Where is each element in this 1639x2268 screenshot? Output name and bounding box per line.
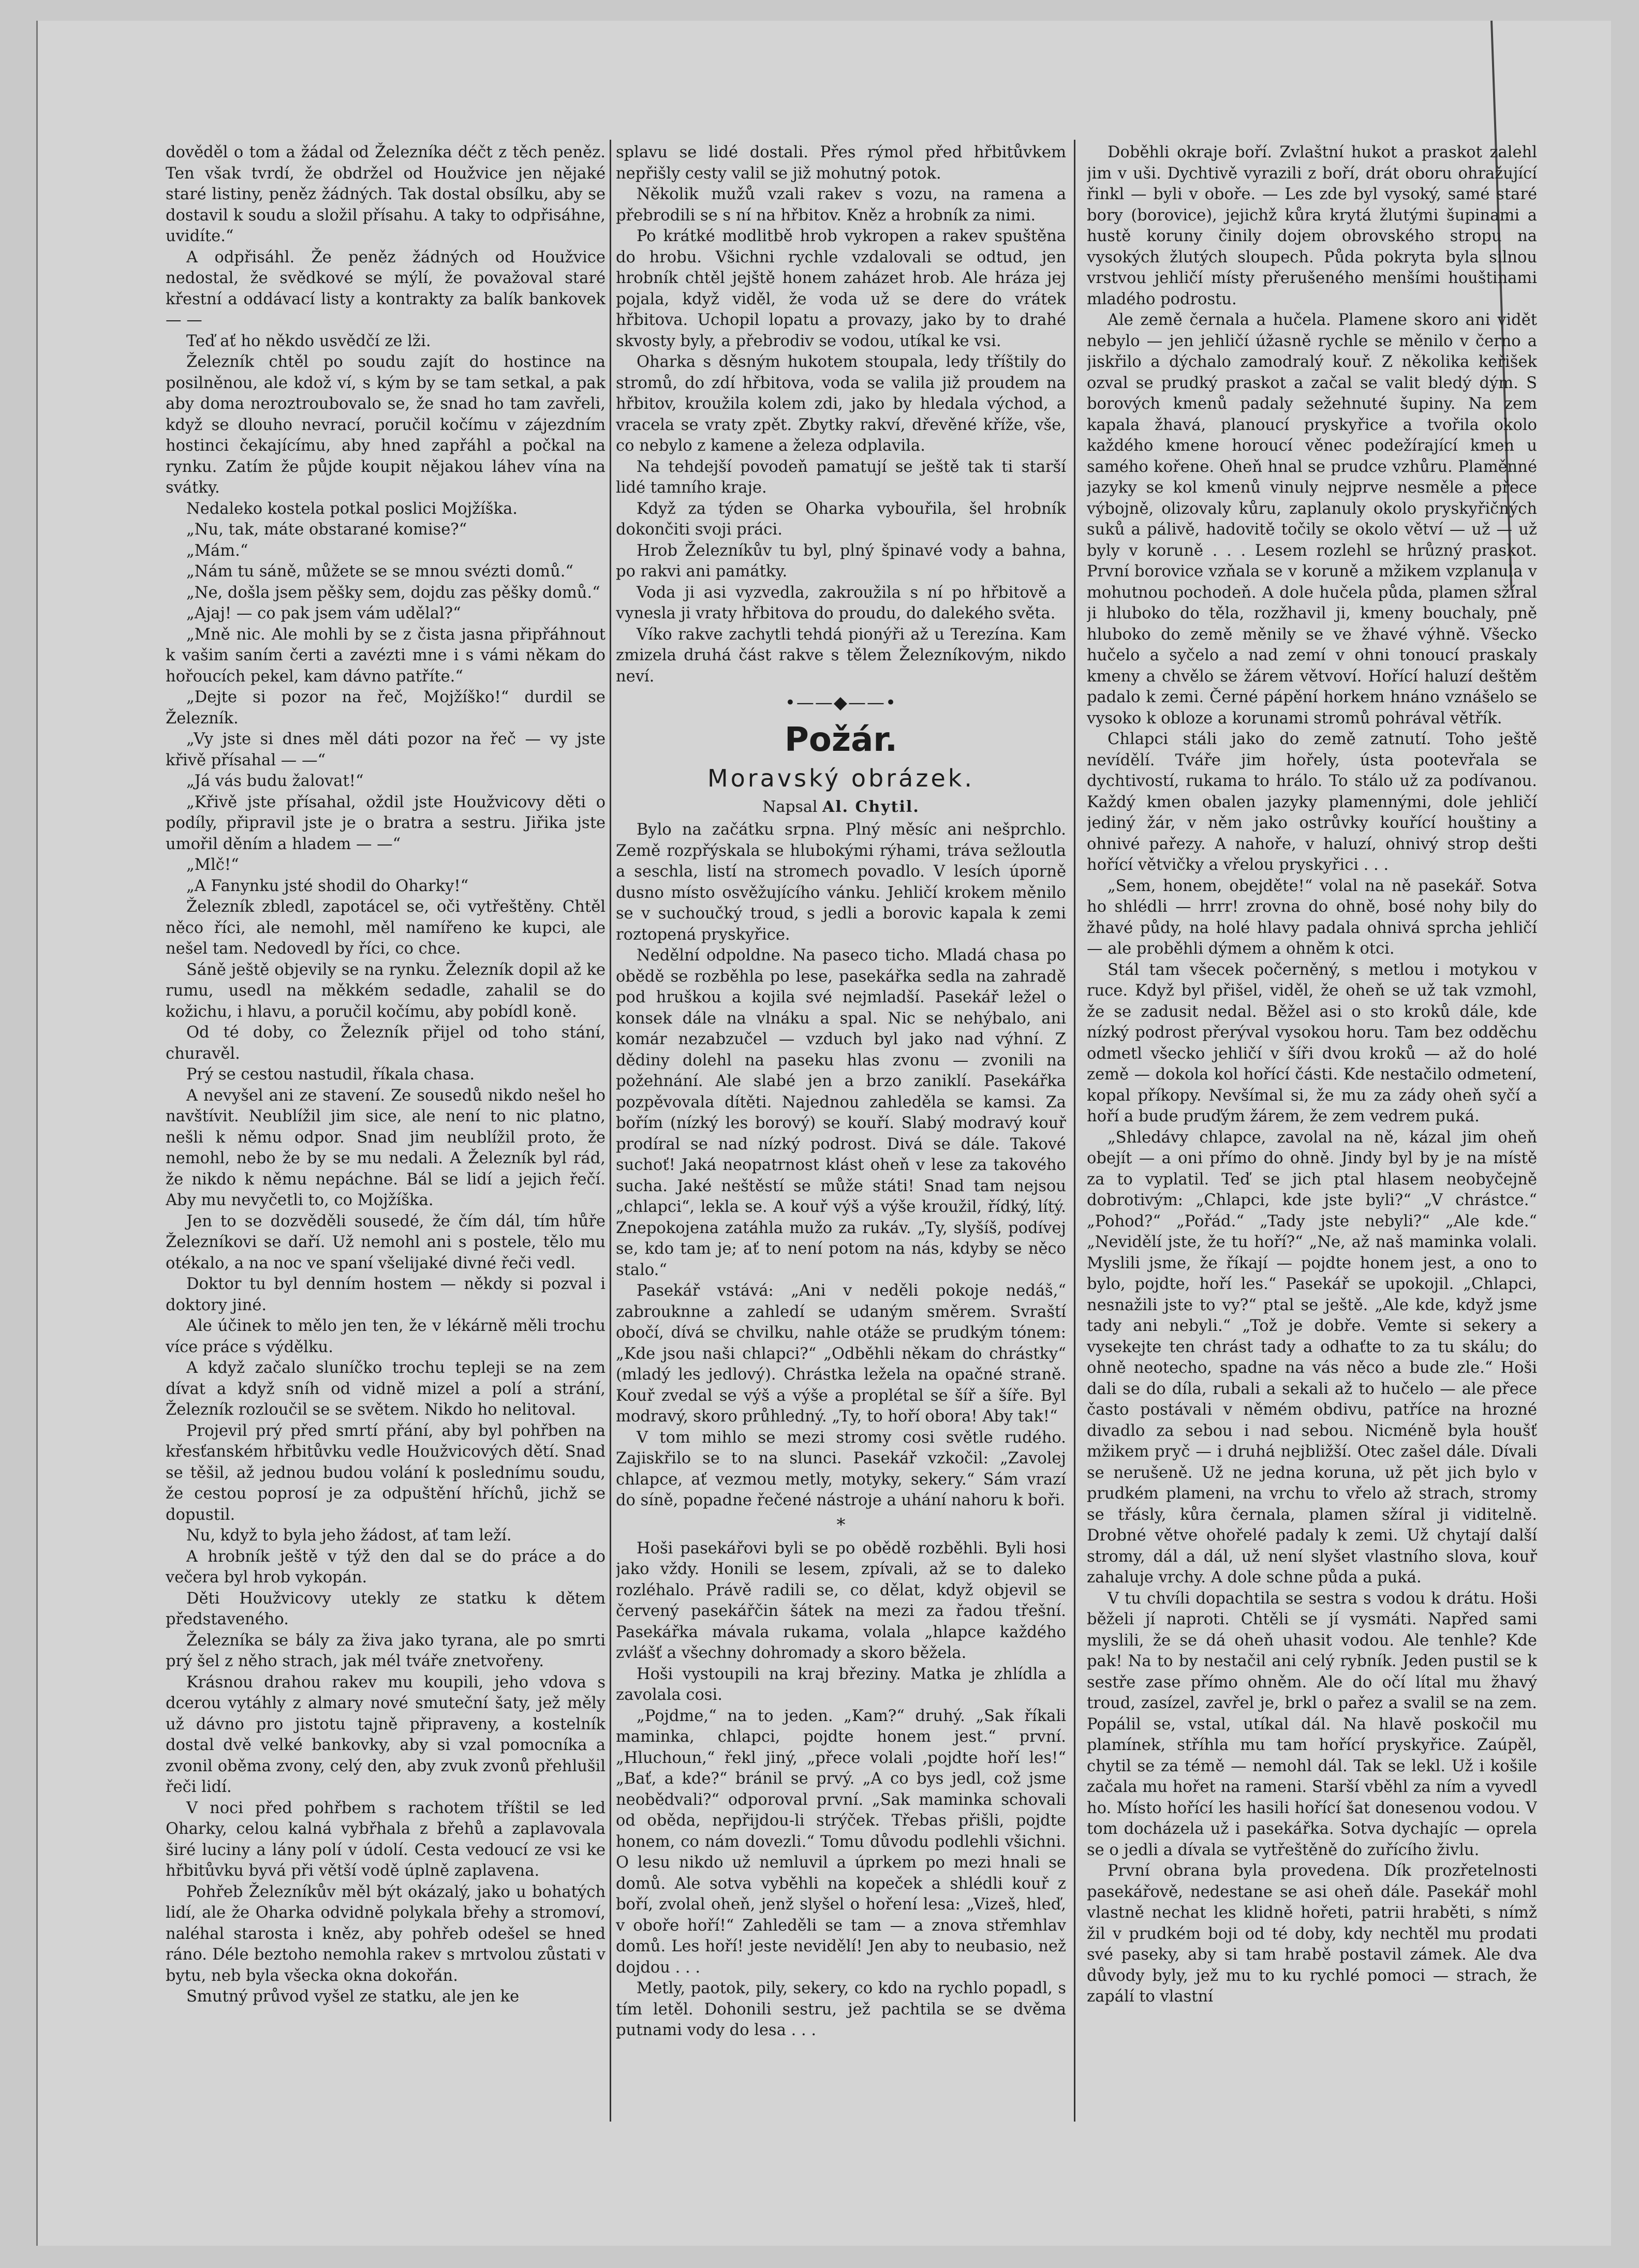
- column-left: [166, 142, 606, 2008]
- paragraph: Nedělní odpoldne. Na paseco ticho. Mladá chasa po obědě se rozběhla po lese, pasekářka sedla na zahradě pod hruškou a kojila své nejmladší. Pasekář ležel o konsek dále na vlnáku a spal. Nic se nehýbalo, ani komár nezabzučel — vzduch byl jako nad výhní. Z dědiny dolehl na paseku hlas zvonu — zvonili na požehnání. Ale slabé jen a brzo zaniklí. Pasekářka pozpěvovala dítěti. Najednou zahleděla se kamsi. Za bořím (nízký les borový) se kouří. Slabý modravý kouř prodíral se nad nízký podrost. Divá se dále. Takové suchoť! Jaká neopatrnost klást oheň v lese za takového sucha. Jaké neštěstí se může státi! Snad tam nejsou „chlapci“, lekla se. A kouř výš a výše kroužil, řídký, lítý. Znepokojena zatáhla mužo za rukáv. „Ty, slyšíš, podívej se, kdo tam je; ať to není potom na nás, kdyby se něco stalo.“: [616, 946, 1066, 1279]
- story-title: Požár.: [784, 721, 898, 759]
- paragraph: „Sem, honem, obejděte!“ volal na ně pasekář. Sotva ho shlédli — hrrr! zrovna do ohně, bosé nohy bily do žhavé půdy, na holé hlavy padala ohnivá sprcha jehličí — ale proběhli dýmem a ohněm k otci.: [1087, 877, 1537, 958]
- paragraph: „Ne, došla jsem pěšky sem, dojdu zas pěšky domů.“: [186, 583, 600, 602]
- paragraph: Doktor tu byl denním hostem — někdy si pozval i doktory jiné.: [166, 1275, 606, 1314]
- paragraph: Pasekář vstává: „Ani v neděli pokoje nedáš,“ zabrouknne a zahledí se udaným směrem. Svraští obočí, dívá se chvilku, nahle otáže se prudkým tónem: „Kde jsou naši chlapci?“ „Odběhli někam do chrástky“ (mladý les jedlový). Chrástka ležela na opačné straně. Kouř zvedal se výš a výše a proplétal se šíř a šíře. Byl modravý, skoro průhledný. „Ty, to hoří obora! Aby tak!“: [616, 1282, 1066, 1426]
- paragraph: Doběhli okraje boří. Zvlaštní hukot a praskot zalehl jim v uši. Dychtivě vyrazili z boří, drát oboru ohražující řinkl — byli v oboře. — Les zde byl vysoký, samé staré bory (borovice), jejichž kůra krytá žlutými šupinami a hustě koruny činily dojem obrovského stropu na vysokých žlutých sloupech. Půda pokryta byla silnou vrstvou jehličí místy přerušeného menšími houštinami mladého podrostu.: [1087, 143, 1537, 308]
- paragraph: Železník zbledl, zapotácel se, oči vytřeštěny. Chtěl něco říci, ale nemohl, měl namířeno ke kupci, ale nešel tam. Nedovedl by říci, co chce.: [166, 898, 606, 958]
- paragraph: Metly, paotok, pily, sekery, co kdo na rychlo popadl, s tím letěl. Dohonili sestru, jež pachtila se se dvěma putnami vody do lesa . . .: [616, 1979, 1066, 2039]
- paragraph: Železník chtěl po soudu zajít do hostince na posilněnou, ale kdož ví, s kým by se tam setkal, a pak aby doma neroztroubovalo se, že snad ho tam zavřeli, když se dlouho nevrací, poručil kočímu v zájezdním hostinci čekajícímu, aby hned zapřáhl a počkal na rynku. Zatím že půjde koupit nějakou láhev vína na svátky.: [166, 353, 606, 497]
- paragraph: „Shledávy chlapce, zavolal na ně, kázal jim oheň obejít — a oni přímo do ohně. Jindy byl by je na místě za to vyplatil. Teď se jich ptal hlasem neobyčejně dobrotivým: „Chlapci, kde jste byli?“ „V chrástce.“ „Pohod?“ „Pořád.“ „Tady jste nebyli?“ „Ale kde.“ „Nevidělí jste, že tu hoří?“ „Ne, až naš maminka volali. Myslili jsme, že říkají — pojdte honem jest, a ono to bylo, pojdte, hoří les.“ Pasekář se upokojil. „Chlapci, nesnažili jste to vy?“ ptal se ještě. „Ale kde, když jsme tady ani nebyli.“ „Tož je dobře. Vemte si sekery a vysekejte ten chrást tady a odhaťte to za tu skálu; do ohně neotecho, spadne na vás něco a bude zle.“ Hoši dali se do díla, rubali a sekali až to hučelo — ale přece často postávali v němém obdivu, patříce na hrozné divadlo za sebou i nad sebou. Nicméně byla houšť mžikem pryč — i druhá nejbližší. Otec zašel dále. Dívali se nerušeně. Už ne jedna koruna, už pět jich bylo v prudkém plameni, na vrchu to vřelo až strach, stromy se třásly, kůra černala, plamen sžíral ji viditelně. Drobné větve ohořelé padaly k zemi. Už chytají další stromy, dál a dál, už není slyšet vlastního slova, kouř zahaluje vrchy. A dole schne půda a puká.: [1087, 1128, 1537, 1587]
- paragraph: Na tehdejší povodeň pamatují se ještě tak ti starší lidé tamního kraje.: [616, 457, 1066, 497]
- paragraph: Hrob Železníkův tu byl, plný špinavé vody a bahna, po rakvi ani památky.: [616, 541, 1066, 581]
- paragraph: Ale účinek to mělo jen ten, že v lékárně měli trochu více práce s výdělku.: [166, 1317, 606, 1356]
- paragraph: Sáně ještě objevily se na rynku. Železník dopil až ke rumu, usedl na měkkém sedadle, zahalil se do kožichu, i hlavu, a poručil kočímu, aby pobídl koně.: [166, 960, 606, 1021]
- section-ornament: •——◆——•: [785, 692, 897, 713]
- paragraph: dověděl o tom a žádal od Železníka déčt z těch peněz. Ten však tvrdí, že obdržel od Houžvice jen nějaké staré listiny, peněz žádných. Tak dostal obsílku, aby se dostavil k soudu a složil přísahu. A taky to odpřisáhne, uvidíte.“: [166, 143, 606, 245]
- paragraph: Teď ať ho někdo usvědčí ze lži.: [186, 332, 431, 350]
- paragraph: Po krátké modlitbě hrob vykropen a rakev spuštěna do hrobu. Všichni rychle vzdalovali se odtud, jen hrobník chtěl jejště honem zaházet hrob. Ale hráza jej pojala, když viděl, že voda už se dere do vrátek hřbitova. Uchopil lopatu a provazy, jako by to drahé skvosty byly, a přebrodiv se vodou, utíkal ke vsi.: [616, 227, 1066, 350]
- paragraph: „Ajaj! — co pak jsem vám udělal?“: [186, 604, 461, 622]
- paragraph: „Vy jste si dnes měl dáti pozor na řeč — vy jste křivě přísahal — —“: [166, 730, 606, 769]
- story-continuation: [616, 142, 1066, 687]
- paragraph: První obrana byla provedena. Dík prozřetelnosti pasekářově, nedestane se asi oheň dále. Pasekář mohl vlastně nechat les klidně hořeti, patrii hraběti, s nímž žil v prudkém boji od té doby, kdy nechtěl mu prodati své paseky, aby si tam hrabě postavil zámek. Ale dva důvody byly, jež mu to ku rychlé pomoci — strach, že zapálí to vlastní: [1087, 1862, 1537, 2006]
- paragraph: „A Fanynku jsté shodil do Oharky!“: [186, 877, 469, 895]
- story-subtitle: Moravský obrázek.: [707, 764, 975, 792]
- paragraph: V tom mihlo se mezi stromy cosi světle rudého. Zajiskřilo se to na slunci. Pasekář vzkočil: „Zavolej chlapce, ať vezmou metly, motyky, sekery.“ Sám vrazí do síně, popadne řečené nástroje a uhání nahoru k boři.: [616, 1428, 1066, 1509]
- paragraph: Stál tam všecek počerněný, s metlou i motykou v ruce. Když byl přišel, viděl, že oheň se už tak vzmohl, že se zadusit nedal. Běžel asi o sto kroků dále, kde nízký podrost přerýval vysokou horu. Tam bez odděchu odmetl všecko jehličí v šíři dvou kroků — až do holé země — dokola kol hořící části. Kde nestačilo odmetení, kopal příkopy. Nevšímal si, že mu za zády oheň syčí a hoří a bude pruďým žárem, že zem vedrem puká.: [1087, 960, 1537, 1125]
- paragraph: A odpřisáhl. Že peněz žádných od Houžvice nedostal, že svědkové se mýlí, že považoval staré křestní a oddávací listy a kontrakty za balík bankovek — —: [166, 248, 606, 329]
- paragraph: V noci před pohřbem s rachotem tříštil se led Oharky, celou kalná vybřhala z břehů a zaplavovala širé luciny a lány polí v údolí. Cesta vedoucí ze vsi ke hřbitůvku byvá při větší vodě úplně zaplavena.: [166, 1799, 606, 1880]
- byline-author: Al. Chytil.: [822, 798, 920, 816]
- paragraph: Když za týden se Oharka vybouřila, šel hrobník dokončiti svoji práci.: [616, 499, 1066, 539]
- paragraph: Jen to se dozvěděli sousedé, že čím dál, tím hůře Železníkovi se daří. Už nemohl ani s postele, tělo mu otékalo, a na noc ve spaní všelijaké divné řeči vedl.: [166, 1212, 606, 1272]
- paragraph: „Nu, tak, máte obstarané komise?“: [186, 521, 467, 539]
- paragraph: „Nám tu sáně, můžete se se mnou svézti domů.“: [186, 562, 573, 581]
- paragraph: Krásnou drahou rakev mu koupili, jeho vdova s dcerou vytáhly z almary nové smuteční šaty, jež měly už dávno pro jistotu tajně připraveny, a kostelník dostal dvě velké bankovky, aby si vzal pomocníka a zvonil oběma zvony, celý den, aby zvuk zvonů přehlušil řeči lidí.: [166, 1673, 606, 1796]
- section-break-star: *: [836, 1514, 846, 1535]
- paragraph: „Mně nic. Ale mohli by se z čista jasna připřáhnout k vašim saním čerti a zavézti mne i s vámi někam do hořoucích pekel, kam dávno patříte.“: [166, 625, 606, 686]
- paragraph: Děti Houžvicovy utekly ze statku k dětem představeného.: [166, 1589, 606, 1628]
- paragraph: „Pojdme,“ na to jeden. „Kam?“ druhý. „Sak říkali maminka, chlapci, pojdte honem jest.“ první. „Hluchoun,“ řekl jiný, „přece volali ,pojdte hoří les!“ „Bať, a kde?“ bránil se prvý. „A co bys jedl, což jsme neobědvali?“ odporoval první. „Sak maminka schovali od oběda, nepřijdou-li strýček. Třebas přišli, pojdte honem, co nám dovezli.“ Tomu důvodu podlehli všichni. O lesu nikdo už nemluvil a úprkem po mezi hnali se domů. Ale sotva vyběhli na kopeček a shlédli kouř z boří, zvolal oheň, jenž slyšel o hoření lesa: „Vizeš, hleď, v oboře hoří!“ Zahleděli se tam — a znova střemhlav domů. Les hoří! jeste nevidělí! Jen aby to neubasio, než dojdou . . .: [616, 1707, 1066, 1977]
- paragraph: Bylo na začátku srpna. Plný měsíc ani nešprchlo. Země rozpřýskala se hlubokými rýhami, tráva sežloutla a seschla, listí na stromech povadlo. V lesích úporně dusno místo osvěžujícího vánku. Jehličí krokem měnilo se v suchoučký troud, s jedli a borovic kapala k zemi roztopená pryskyřice.: [616, 821, 1066, 944]
- paragraph: Smutný průvod vyšel ze statku, ale jen ke: [186, 1988, 520, 2006]
- paragraph: Víko rakve zachytli tehdá pionýři až u Terezína. Kam zmizela druhá část rakve s tělem Železníkovým, nikdo neví.: [616, 625, 1066, 686]
- paragraph: Chlapci stáli jako do země zatnutí. Toho ještě nevídělí. Tváře jim hořely, ústa pootevřala se dychtivostí, rukama to hrálo. To stálo už za podívanou. Každý kmen obalen jazyky plamennými, dole jehličí jediný žár, v něm jako ostrůvky kouřící houštiny a ohnivé pařezy. A nahoře, v haluzí, ohnivý strop dešti hořící větvičky a vřelou pryskyřici . . .: [1087, 730, 1537, 874]
- byline-prefix: Napsal: [762, 798, 818, 816]
- paragraph: Pohřeb Železníkův měl být okázalý, jako u bohatých lidí, ale že Oharka odvidně polykala břehy a stromoví, naléhal starosta i kněz, aby pohřeb odešel se hned ráno. Déle beztoho nemohla rakev s mrtvolou zůstati v bytu, neb byla všecka okna dokořán.: [166, 1882, 606, 1985]
- paragraph: A nevyšel ani ze stavení. Ze sousedů nikdo nešel ho navštívit. Neublížil jim sice, ale není to nic platno, nešli k němu odpor. Snad jim neublížil proto, že nemohl, nebo že by se mu nedali. A Železník byl rád, že nikdo k němu nepáchne. Bál se lidí a jejich řečí. Aby mu nevyčetli to, co Mojžíška.: [166, 1086, 606, 1209]
- column-rule-right: [1074, 140, 1075, 2122]
- column-right: [1087, 142, 1537, 2008]
- paragraph: A když začalo sluníčko trochu tepleji se na zem dívat a když sníh od vidně mizel a polí a strání, Železník rozloučil se se světem. Nikdo ho nelitoval.: [166, 1359, 606, 1419]
- paragraph: Ale země černala a hučela. Plamene skoro ani vidět nebylo — jen jehličí úžasně rychle se měnilo v černo a jiskřilo a dýchalo zamodralý kouř. Z několika keřišek ozval se prudký praskot a začal se valit bledý dým. S borových kmenů padaly sežehnuté šupiny. Na zem kapala žhavá, planoucí pryskyřice a tvořila okolo každého kmene horoucí věnec podežírající kmen u samého kořene. Oheň hnal se prudce vzhůru. Plaměnné jazyky se kol kmenů vinuly nejprve nesměle a přece výbojně, olizovaly kůru, zaplanuly okolo pryskyřičných suků a pálivě, hadovitě točily se okolo větví — už — už byly v koruně . . . Lesem rozlehl se hrůzný praskot. První borovice vzňala se v koruně a mžikem vzplanula v mohutnou pochodeň. A dole hučela půda, plamen sžíral ji hluboko do těla, rozžhavil ji, kmeny bouchaly, pně hluboko do země měnily se ve žhavé výhně. Všecko hučelo a syčelo a nad zemí v ohni tonoucí praskaly kmeny a chvělo se žárem větvoví. Hořící haluzí deštěm padalo k zemi. Černé pápění horkem hnáno vznášelo se vysoko k obloze a korunami stromů pohrával větřík.: [1087, 311, 1537, 728]
- paragraph: Železníka se bály za živa jako tyrana, ale po smrti prý šel z něho strach, jak mél tváře znetvořeny.: [166, 1631, 606, 1670]
- paragraph: „Já vás budu žalovat!“: [186, 772, 364, 790]
- paragraph: „Mlč!“: [186, 856, 239, 874]
- paragraph: Nu, když to byla jeho žádost, ať tam leží.: [186, 1526, 512, 1545]
- paragraph: Nedaleko kostela potkal poslici Mojžíška.: [186, 499, 518, 518]
- paragraph: Voda ji asi vyzvedla, zakroužila s ní po hřbitově a vynesla ji vraty hřbitova do proudu, do dalekého světa.: [616, 583, 1066, 622]
- paragraph: Prý se cestou nastudil, říkala chasa.: [186, 1065, 475, 1084]
- paragraph: „Křivě jste přísahal, oždil jste Houžvicovy děti o podíly, připravil jste je o bratra a sestru. Jiřika jste umořil děním a hladem — —“: [166, 793, 606, 853]
- paragraph: Projevil prý před smrtí přání, aby byl pohřben na křesťanském hřbitůvku vedle Houžvicových dětí. Snad se těšil, až jednou budou volání k poslednímu soudu, že cestou poprosí je za odpuštění hříchů, jichž se dopustil.: [166, 1421, 606, 1524]
- story-byline: [616, 795, 1066, 820]
- paragraph: Několik mužů vzali rakev s vozu, na ramena a přebrodili se s ní na hřbitov. Kněz a hrobník za nimi.: [616, 185, 1066, 225]
- paragraph: A hrobník ještě v týž den dal se do práce a do večera byl hrob vykopán.: [166, 1547, 606, 1587]
- paragraph: „Mám.“: [186, 541, 248, 560]
- paragraph: „Dejte si pozor na řeč, Mojžíško!“ durdil se Železník.: [166, 688, 606, 728]
- paragraph: Oharka s děsným hukotem stoupala, ledy tříštily do stromů, do zdí hřbitova, voda se valila již proudem na hřbitov, kroužila kolem zdi, jako by hledala východ, a vracela se vraty zpět. Zbytky rakví, dřevěné kříže, vše, co nebylo z kamene a železa odplavila.: [616, 353, 1066, 455]
- column-middle: [616, 142, 1066, 2041]
- paragraph: Hoši pasekářovi byli se po obědě rozběhli. Byli hosi jako vždy. Honili se lesem, zpívali, až se to daleko rozléhalo. Právě radili se, co dělat, když objevil se červený pasekářčin šátek na mezi za řadou třešní. Pasekářka mávala rukama, volala „hlapce každého zvlášť a všechny dohromady a skoro běžela.: [616, 1539, 1066, 1662]
- story-body: [616, 820, 1066, 1511]
- column-rule-left: [610, 140, 611, 2122]
- paragraph: V tu chvíli dopachtila se sestra s vodou k drátu. Hoši běželi jí naproti. Chtěli se jí vysmáti. Napřed sami myslili, že se dá oheň uhasit vodou. Ale tenhle? Kde pak! Na to by nestačil ani celý rybník. Jeden pustil se k sestře zase přímo ohněm. Ale do očí lítal mu žhavý troud, zasízel, zavřel je, brkl o pařez a svalil se na zem. Popálil se, vstal, utíkal dál. Na hlavě poskočil mu plamínek, stříhla mu tam hořící pryskyřice. Zaúpěl, chytil se za témě — nemohl dál. Tak se lekl. Už i košile začala mu hořet na rameni. Starší vběhl za ním a vyvedl ho. Místo hořící les hasili hořící šat donesenou vodou. V tom docházela už i pasekářka. Sotva dychajíc — oprela se o jedli a dívala se vytřeštěně do zuřícího živlu.: [1087, 1589, 1537, 1859]
- paragraph: Od té doby, co Železník přijel od toho stání, churavěl.: [166, 1024, 606, 1063]
- paragraph: Hoši vystoupili na kraj březiny. Matka je zhlídla a zavolala cosi.: [616, 1665, 1066, 1704]
- story-body-continued: [616, 1538, 1066, 2041]
- paragraph: splavu se lidé dostali. Přes rýmol před hřbitůvkem nepřišly cesty valil se již mohutný potok.: [616, 143, 1066, 183]
